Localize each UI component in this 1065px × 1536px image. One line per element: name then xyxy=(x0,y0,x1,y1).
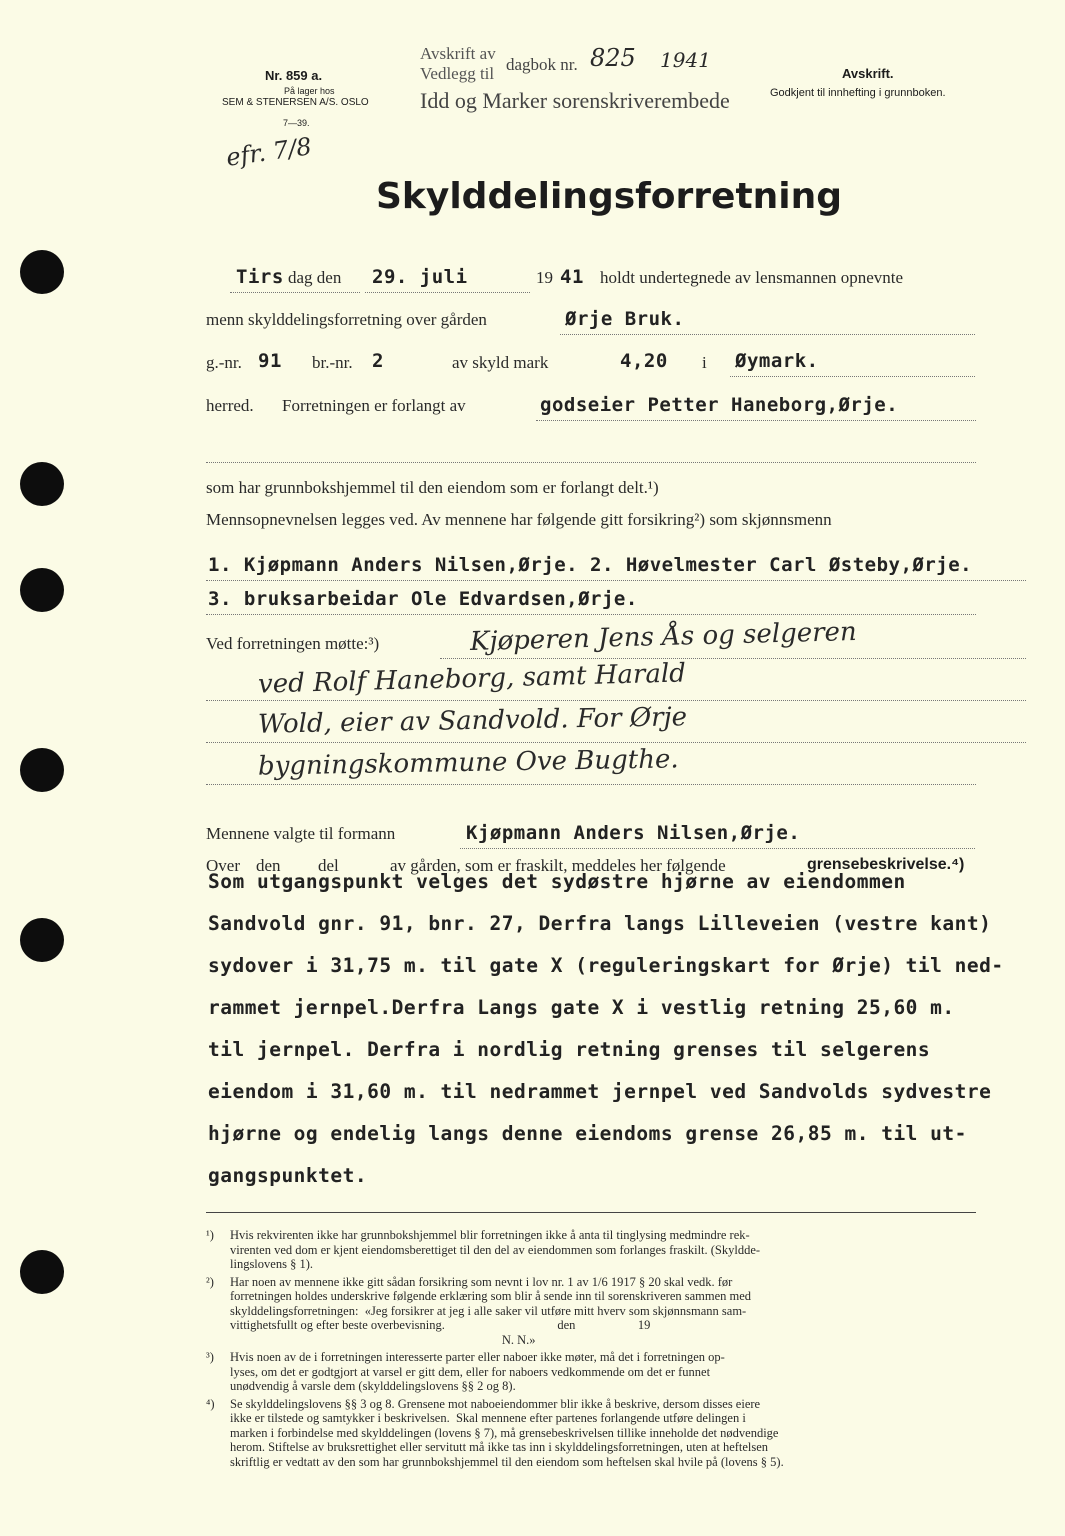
punch-hole xyxy=(20,1250,64,1294)
margin-note: efr. 7/8 xyxy=(224,132,314,172)
farm-name: Ørje Bruk. xyxy=(565,308,685,330)
description-line: gangspunktet. xyxy=(208,1164,368,1187)
document-title: Skylddelingsforretning xyxy=(376,176,843,217)
footnote-line: Hvis noen av de i forretningen interesserte parter eller naboer ikke møter, må det i forretningen op- xyxy=(230,1350,725,1364)
skyld-value: 4,20 xyxy=(620,350,668,372)
footnote-mark: ⁴) xyxy=(206,1396,215,1411)
property-text: av gården, som er fraskilt, meddeles her følgende xyxy=(390,856,726,875)
description-line: til jernpel. Derfra i nordlig retning grenses til selgerens xyxy=(208,1038,931,1061)
farm-label: menn skylddelingsforretning over gården xyxy=(206,310,487,329)
printer-line-1: På lager hos xyxy=(284,86,335,96)
punch-hole xyxy=(20,250,64,294)
footnote-line: Har noen av mennene ikke gitt sådan forsikring som nevnt i lov nr. 1 av 1/6 1917 § 20 skal vedk. før xyxy=(230,1274,733,1289)
appraisers-line-1: 1. Kjøpmann Anders Nilsen,Ørje. 2. Høvelmester Carl Østeby,Ørje. xyxy=(208,554,973,576)
footnote-line: lingslovens § 1). xyxy=(230,1257,313,1271)
i-label: i xyxy=(702,353,707,372)
over-den: den xyxy=(256,856,281,875)
description-line: Som utgangspunkt velges det sydøstre hjørne av eiendommen xyxy=(208,870,906,893)
over-label: Over xyxy=(206,856,240,875)
attended-hand-1: Kjøperen Jens Ås og selgeren xyxy=(469,616,858,658)
bnr-value: 2 xyxy=(372,350,384,372)
description-line: rammet jernpel.Derfra Langs gate X i vestlig retning 25,60 m. xyxy=(208,996,955,1019)
form-number: Nr. 859 a. xyxy=(265,68,323,83)
year-prefix: 19 xyxy=(536,268,553,287)
footnote-line: Se skylddelingslovens §§ 3 og 8. Grensene mot naboeiendommer blir ikke å beskrive, dersom disses eiere xyxy=(230,1396,761,1411)
copy-approval: Godkjent til innhefting i grunnboken. xyxy=(770,87,946,99)
attended-hand-2: ved Rolf Haneborg, samt Harald xyxy=(257,658,687,700)
gnr-label: g.-nr. xyxy=(206,353,242,372)
year-value: 41 xyxy=(560,266,584,288)
printer-line-3: 7—39. xyxy=(283,118,310,128)
description-line: sydover i 31,75 m. til gate X (reguleringskart for Ørje) til ned- xyxy=(208,954,1004,977)
copy-title: Avskrift. xyxy=(842,66,894,81)
footnote-line: virenten ved dom er kjent eiendomsberettiget til den del av eiendommen som forlanges fraskilt. (Skyldde- xyxy=(230,1242,761,1257)
footnote-line: N. N.» xyxy=(230,1332,536,1347)
punch-hole xyxy=(20,918,64,962)
part-label: del xyxy=(318,856,339,875)
footnote-line: Hvis rekvirenten ikke har grunnbokshjemmel blir forretningen ikke å anta til tinglysing medmindre rek- xyxy=(230,1228,750,1242)
municipality: Øymark. xyxy=(735,350,819,372)
attended-label: Ved forretningen møtte:³) xyxy=(206,634,380,653)
date-value: 29. juli xyxy=(372,266,468,288)
description-line: hjørne og endelig langs denne eiendoms grense 26,85 m. til ut- xyxy=(208,1122,967,1145)
appointment-text: Mennsopnevnelsen legges ved. Av mennene har følgende gitt forsikring²) som skjønnsmenn xyxy=(206,510,832,529)
intro-text: holdt undertegnede av lensmannen opnevnte xyxy=(600,268,904,287)
footnote-line: skylddelingsforretningen: «Jeg forsikrer at jeg i alle saker vil utføre mitt hverv som skjønnsmann sam- xyxy=(230,1303,747,1318)
chairman-label: Mennene valgte til formann xyxy=(206,824,396,843)
skyld-label: av skyld mark xyxy=(452,353,549,372)
description-line: eiendom i 31,60 m. til nedrammet jernpel ved Sandvolds sydvestre xyxy=(208,1080,992,1103)
chairman-name: Kjøpmann Anders Nilsen,Ørje. xyxy=(466,822,801,844)
dagbok-year: 1941 xyxy=(660,48,711,72)
footnote-line: lyses, om det er godtgjort at varsel er gitt dem, eller for naboers vedkommende om det er funnet xyxy=(230,1364,711,1379)
footnote-mark: ²) xyxy=(206,1274,214,1289)
gnr-value: 91 xyxy=(258,350,282,372)
footnote-line: skriftlig er vedtatt av den som har grunnbokshjemmel til den eiendom som heftelsen skal hvile på (lovens § 5). xyxy=(230,1454,784,1469)
dagbok-number: 825 xyxy=(590,44,636,72)
dagbok-label: dagbok nr. xyxy=(506,55,578,74)
stamp-line-2: Vedlegg til xyxy=(420,64,495,83)
requester-name: godseier Petter Haneborg,Ørje. xyxy=(540,394,899,416)
boundary-label: grensebeskrivelse.⁴) xyxy=(807,856,965,873)
title-holder-text: som har grunnbokshjemmel til den eiendom som er forlangt delt.¹) xyxy=(206,478,659,497)
bnr-label: br.-nr. xyxy=(312,353,353,372)
footnote-mark: ³) xyxy=(206,1350,214,1364)
footnote-line: marken i forbindelse med skylddelingen (lovens § 7), må grensebeskrivelsen tillike inneholde det nødvendige xyxy=(230,1425,779,1440)
requested-by-label: Forretningen er forlangt av xyxy=(282,396,466,415)
attended-hand-3: Wold, eier av Sandvold. For Ørje xyxy=(257,702,688,740)
description-line: Sandvold gnr. 91, bnr. 27, Derfra langs Lilleveien (vestre kant) xyxy=(208,912,992,935)
stamp-line-1: Avskrift av xyxy=(420,44,496,63)
punch-hole xyxy=(20,462,64,506)
footnote-mark: ¹) xyxy=(206,1228,214,1242)
punch-hole xyxy=(20,748,64,792)
footnote-line: forretningen holdes underskrive følgende erklæring som blir å sende inn til sorenskriveren sammen med xyxy=(230,1289,752,1303)
printer-line-2: SEM & STENERSEN A/S. OSLO xyxy=(222,97,369,108)
office-name: Idd og Marker sorenskriverembede xyxy=(420,88,730,113)
appraisers-line-2: 3. bruksarbeidar Ole Edvardsen,Ørje. xyxy=(208,588,638,610)
footnote-line: unødvendig å varsle dem (skylddelingslovens §§ 2 og 8). xyxy=(230,1379,516,1393)
weekday-suffix: dag den xyxy=(288,268,342,287)
footnote-line: vittighetsfullt og efter beste overbevisning. den 19 xyxy=(230,1318,651,1332)
footnote-line: ikke er tilstede og samtykker i beskrivelsen. Skal mennene efter partenes forlangende utføre delingen i xyxy=(230,1411,746,1425)
attended-hand-4: bygningskommune Ove Bugthe. xyxy=(257,744,679,782)
weekday-prefix: Tirs xyxy=(236,266,284,288)
punch-hole xyxy=(20,568,64,612)
herred-label: herred. xyxy=(206,396,254,415)
footnote-line: herom. Stiftelse av bruksrettighet eller servitutt må ikke tas inn i skylddelingsforretningen, uten at heftelsen xyxy=(230,1440,769,1454)
